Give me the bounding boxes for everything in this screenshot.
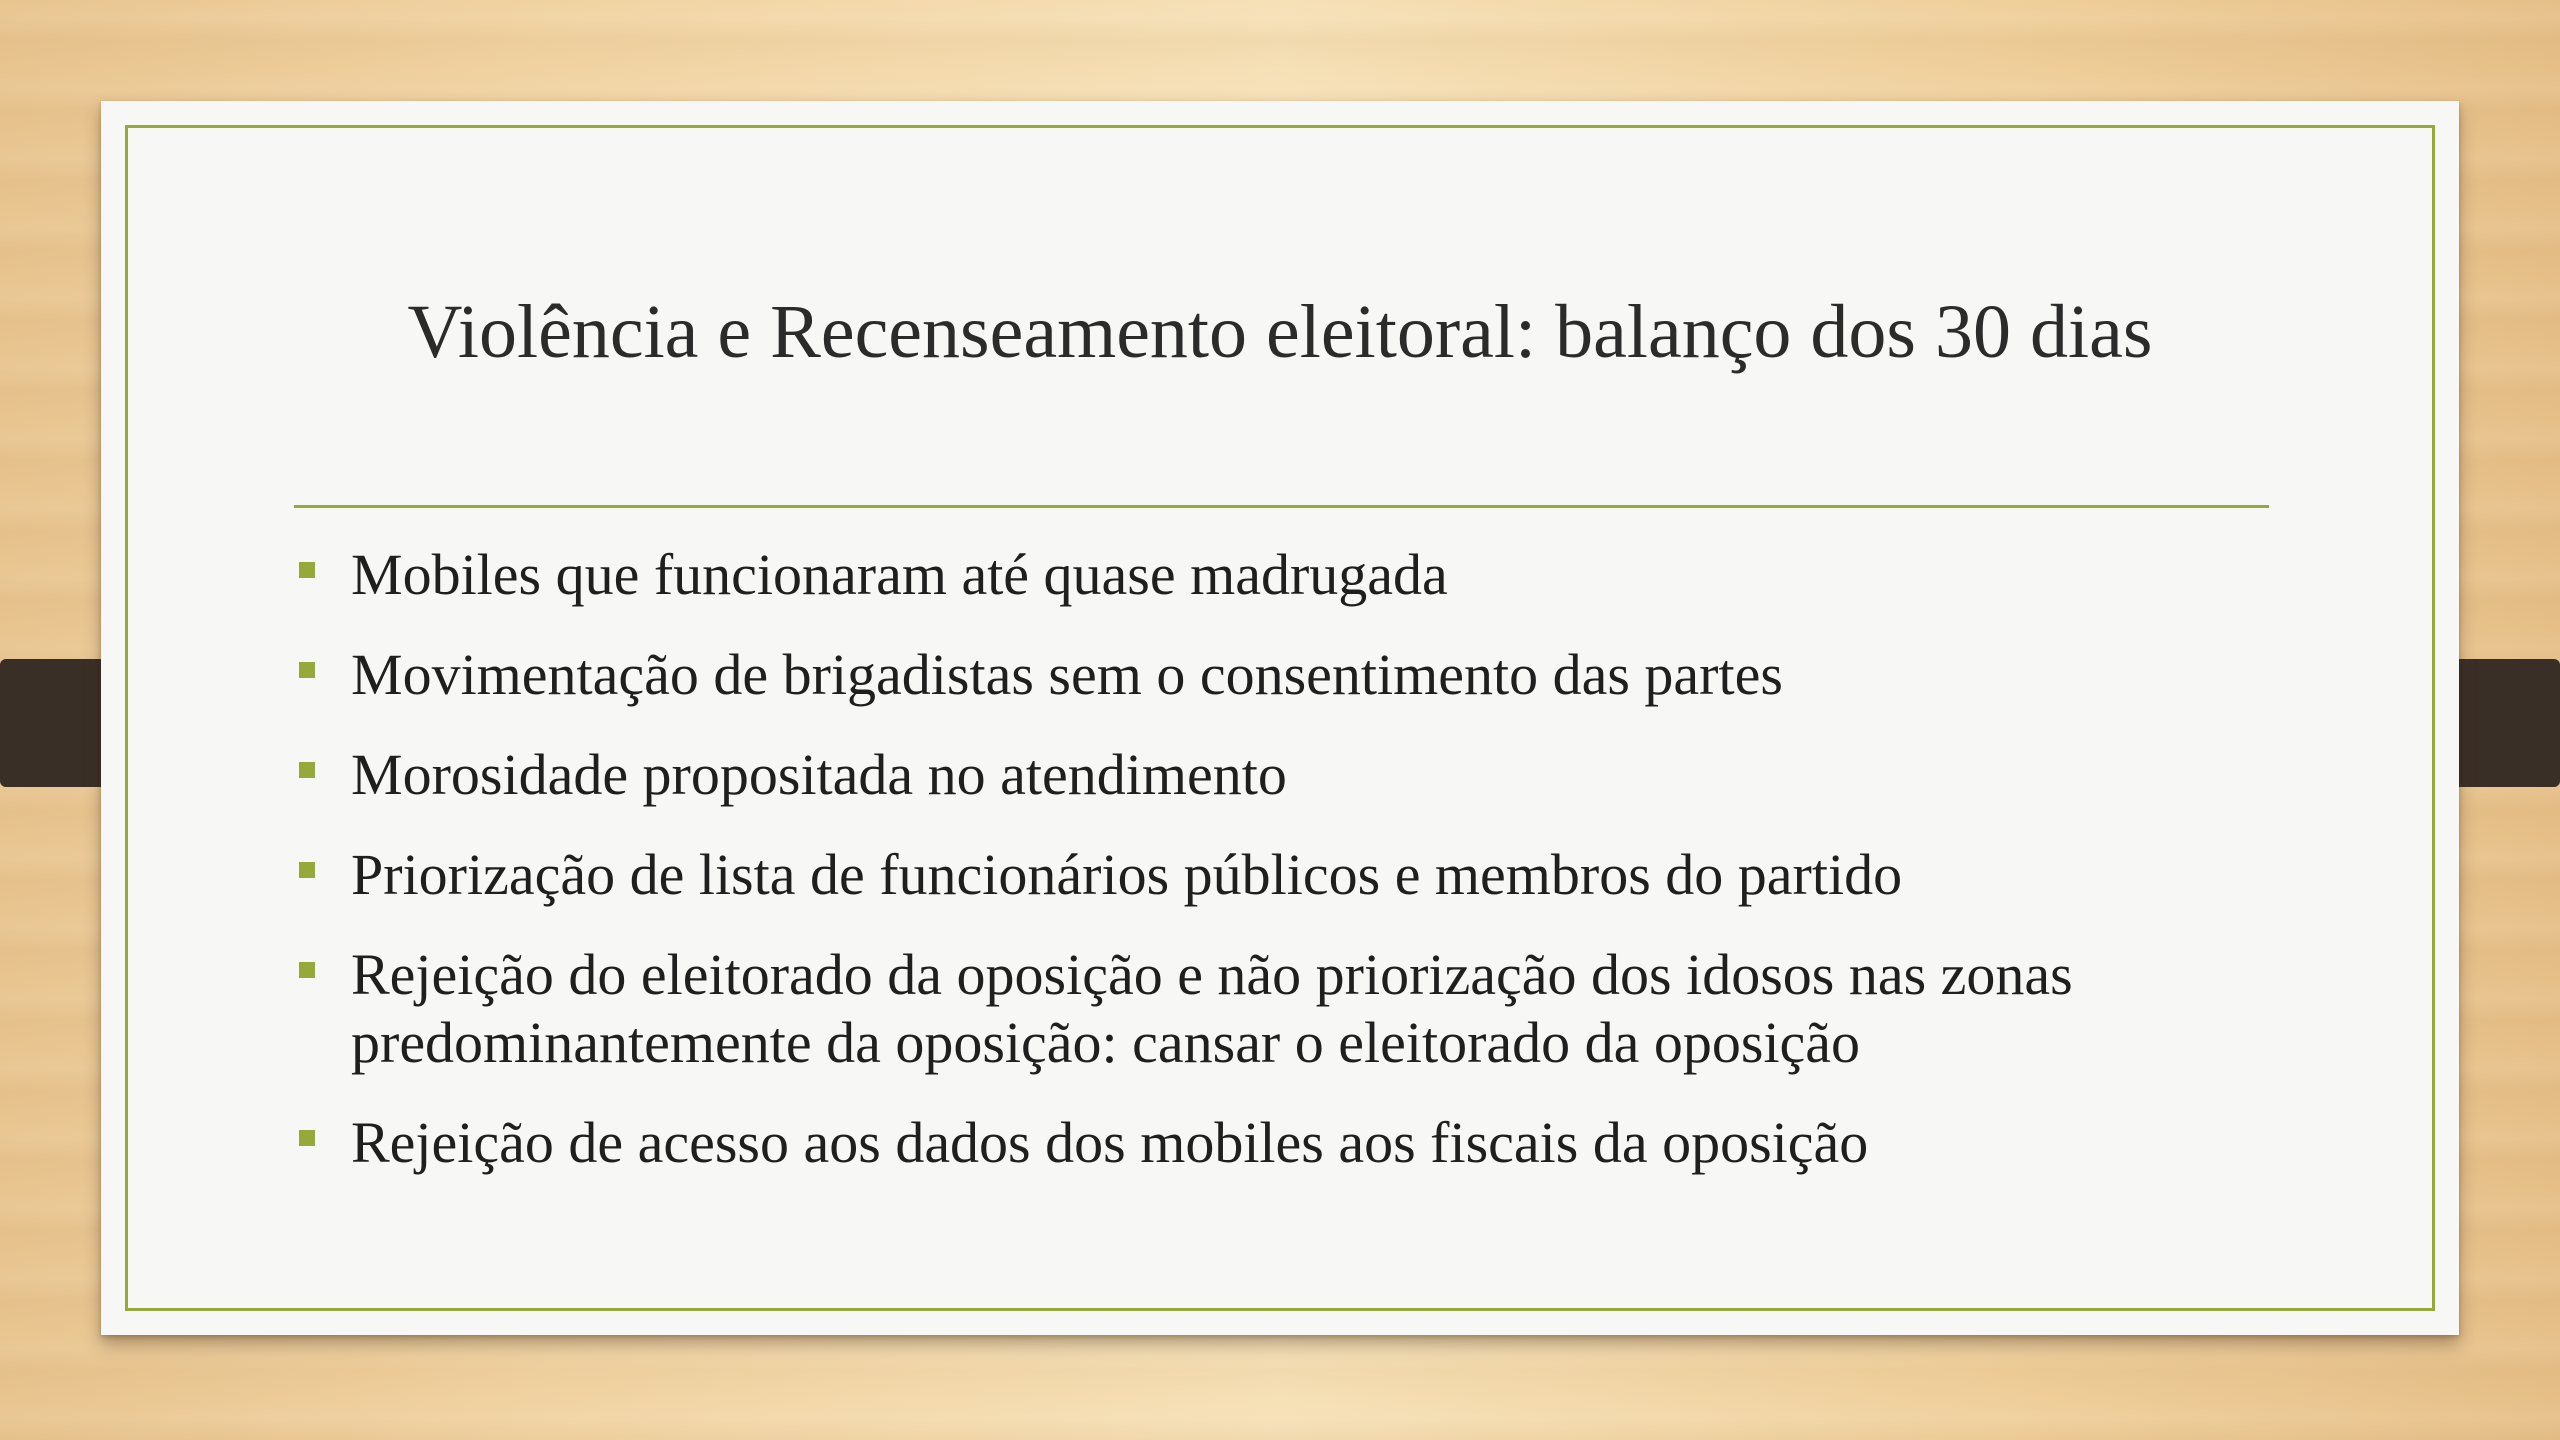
square-bullet-icon	[299, 562, 315, 578]
bullet-text: Priorização de lista de funcionários públicos e membros do partido	[351, 842, 1903, 907]
bullet-text: Mobiles que funcionaram até quase madrugada	[351, 542, 1448, 607]
bullet-text: Rejeição do eleitorado da oposição e não priorização dos idosos nas zonas predominantemente da oposição: cansar o eleitorado da oposição	[351, 942, 2073, 1075]
slide-card	[101, 101, 2459, 1335]
bullet-item	[297, 641, 2377, 709]
bullet-item	[297, 741, 2377, 809]
title-divider	[294, 505, 2269, 508]
bullet-item	[297, 941, 2377, 1077]
bullet-item	[297, 1109, 2377, 1177]
slide-title: Violência e Recenseamento eleitoral: balanço dos 30 dias	[407, 290, 2153, 374]
bullet-text: Rejeição de acesso aos dados dos mobiles aos fiscais da oposição	[351, 1110, 1869, 1175]
bullet-text: Morosidade propositada no atendimento	[351, 742, 1287, 807]
bullet-item	[297, 841, 2377, 909]
bullet-list	[297, 541, 2377, 1209]
square-bullet-icon	[299, 862, 315, 878]
square-bullet-icon	[299, 662, 315, 678]
bullet-text: Movimentação de brigadistas sem o consentimento das partes	[351, 642, 1783, 707]
square-bullet-icon	[299, 1130, 315, 1146]
square-bullet-icon	[299, 962, 315, 978]
square-bullet-icon	[299, 762, 315, 778]
bullet-item	[297, 541, 2377, 609]
